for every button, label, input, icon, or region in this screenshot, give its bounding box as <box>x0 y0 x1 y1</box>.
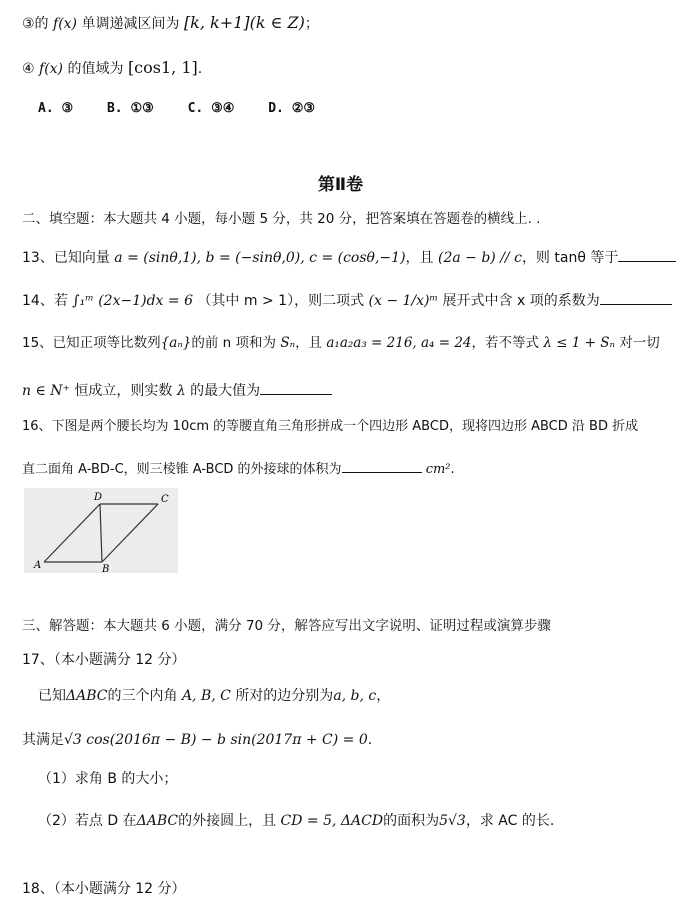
option-a[interactable]: A. ③ <box>38 101 74 116</box>
label-c: C <box>161 494 169 505</box>
question-13: 13、已知向量 a = (sinθ,1), b = (−sinθ,0), c = (cosθ,−1)，且 (2a − b) // c，则 tanθ 等于 <box>22 247 681 267</box>
statement-3: ③的 f(x) 单调递减区间为 [k, k+1](k ∈ Z)； <box>22 13 319 32</box>
label-a: A <box>34 560 42 571</box>
question-17-title: 17、（本小题满分 12 分） <box>22 652 186 668</box>
answer-blank[interactable] <box>342 458 422 473</box>
question-17-part1: （1）求角 B 的大小； <box>38 771 178 787</box>
solve-header: 三、解答题：本大题共 6 小题，满分 70 分，解答应写出文字说明、证明过程或演算步骤 <box>22 618 551 634</box>
question-17-equation: 其满足√3 cos(2016π − B) − b sin(2017π + C) = 0. <box>22 732 373 748</box>
quadrilateral-figure <box>24 488 178 573</box>
question-16-cont: 直二面角 A-BD-C，则三棱锥 A-BCD 的外接球的体积为 cm². <box>22 458 681 479</box>
edge-bc <box>102 504 158 562</box>
question-17-given: 已知ΔABC的三个内角 A, B, C 所对的边分别为a, b, c， <box>38 688 391 704</box>
edge-bd <box>100 504 102 562</box>
question-14: 14、若 ∫₁ᵐ (2x−1)dx = 6 （其中 m > 1），则二项式 (x − 1/x)ᵐ 展开式中含 x 项的系数为 <box>22 290 681 310</box>
question-18-title: 18、（本小题满分 12 分） <box>22 881 186 897</box>
answer-options <box>38 100 681 118</box>
answer-blank[interactable] <box>600 290 672 305</box>
fx-expression: f(x) <box>53 16 78 32</box>
question-15-cont: n ∈ N⁺ 恒成立，则实数 λ 的最大值为 <box>22 380 681 400</box>
option-d[interactable]: D. ②③ <box>268 101 316 116</box>
option-b[interactable]: B. ①③ <box>106 101 154 116</box>
answer-blank[interactable] <box>618 247 676 262</box>
label-b: B <box>102 564 110 573</box>
section-title: 第Ⅱ卷 <box>317 175 364 195</box>
option-c[interactable]: C. ③④ <box>187 101 235 116</box>
question-17-part2: （2）若点 D 在ΔABC的外接圆上，且 CD = 5, ΔACD的面积为5√3，求 AC 的长. <box>38 813 555 829</box>
statement-4: ④ f(x) 的值域为 [cos1, 1]. <box>22 58 203 77</box>
fill-in-header: 二、填空题：本大题共 4 小题，每小题 5 分，共 20 分，把答案填在答题卷的横线上. . <box>22 211 541 227</box>
answer-blank[interactable] <box>260 380 332 395</box>
question-16: 16、下图是两个腰长均为 10cm 的等腰直角三角形拼成一个四边形 ABCD，现将四边形 ABCD 沿 BD 折成 <box>22 419 639 434</box>
label-d: D <box>94 492 103 503</box>
quadrilateral-diagram <box>24 488 178 573</box>
question-15: 15、已知正项等比数列{aₙ}的前 n 项和为 Sₙ，且 a₁a₂a₃ = 216, a₄ = 24，若不等式 λ ≤ 1 + Sₙ 对一切 <box>22 335 660 351</box>
fx-expression: f(x) <box>39 61 64 77</box>
edge-ad <box>44 504 100 562</box>
